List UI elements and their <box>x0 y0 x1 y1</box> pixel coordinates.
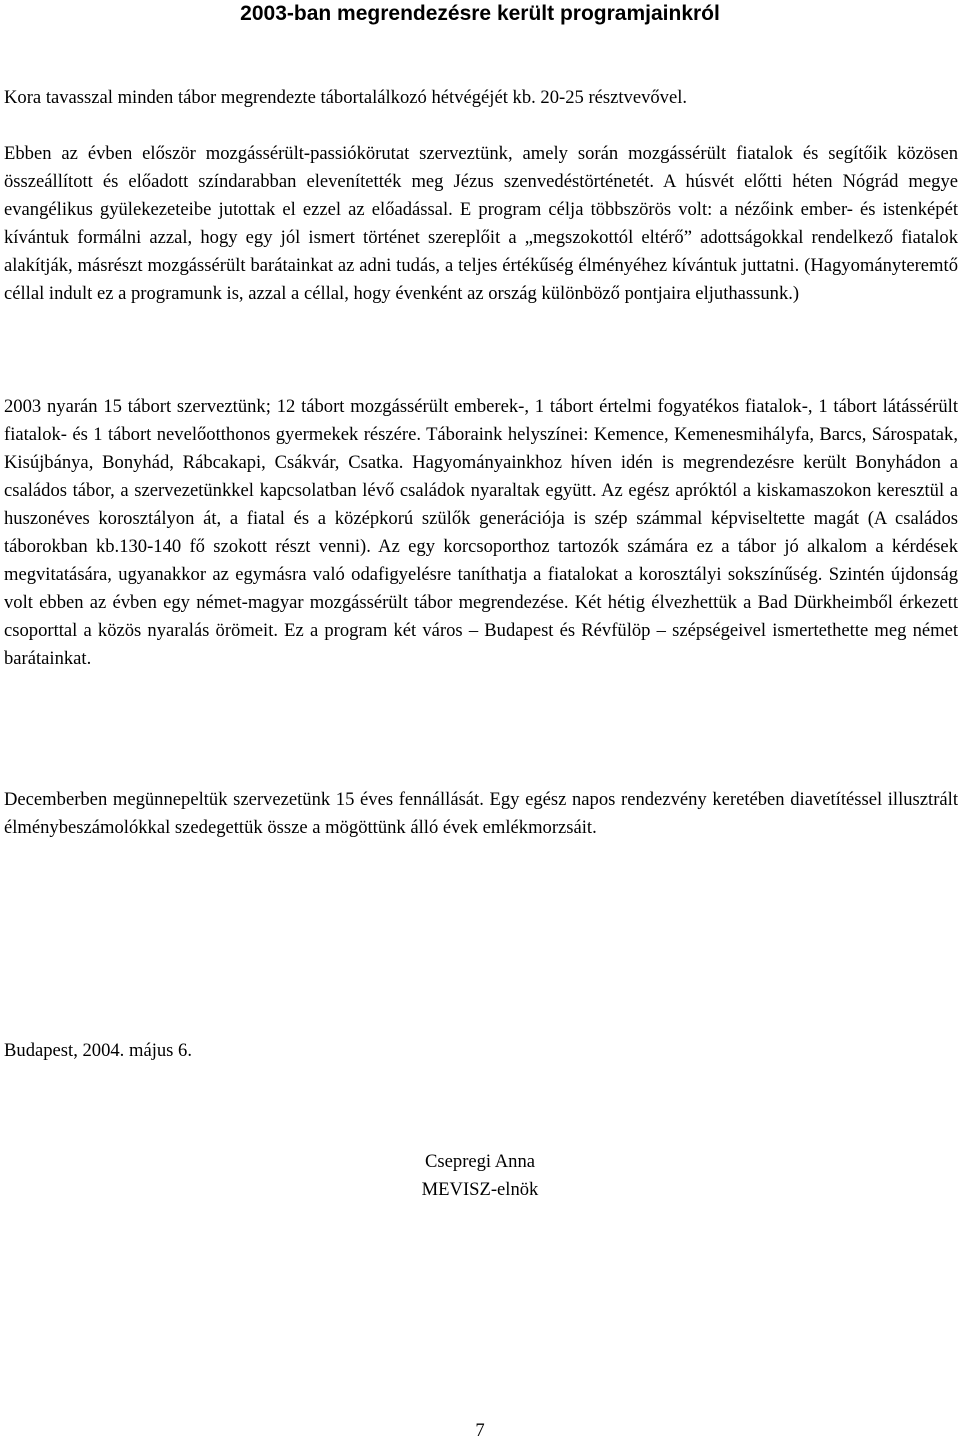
signature-role: MEVISZ-elnök <box>421 1179 539 1200</box>
signature-name: Csepregi Anna <box>425 1151 535 1172</box>
signature-block <box>320 1148 640 1204</box>
date-line: Budapest, 2004. május 6. <box>4 1040 192 1061</box>
paragraph-spring-meetings: Kora tavasszal minden tábor megrendezte tábortalálkozó hétvégéjét kb. 20-25 résztvevővel. <box>4 87 688 108</box>
page-number: 7 <box>475 1420 485 1441</box>
paragraph-anniversary: Decemberben megünnepeltük szervezetünk 15 éves fennállását. Egy egész napos rendezvény keretében diavetítéssel illusztrált élménybeszámolókkal szedegettük össze a mögöttünk álló évek emlékmorzsáit. <box>4 789 958 838</box>
paragraph-passion-tour: Ebben az évben először mozgássérült-passiókörutat szerveztünk, amely során mozgássérült fiatalok és segítőik közösen összeállított és előadott színdarabban elevenítették meg Jézus szenvedéstörténetét. A húsvét előtti héten Nógrád megye evangélikus gyülekezeteibe jutottak el ezzel az előadással. E program célja többszörös volt: a nézőink ember- és istenképét kívántuk formálni azzal, hogy egy jól ismert történet szereplőit a „megszokottól eltérő” adottságokkal rendelkező fiatalok alakítják, másrészt mozgássérült barátainkat az adni tudás, a teljes értékűség élményéhez kívántuk juttatni. (Hagyományteremtő céllal indult ez a programunk is, azzal a céllal, hogy évenként az ország különböző pontjaira eljuthassunk.) <box>4 143 958 304</box>
page-title: 2003-ban megrendezésre került programjainkról <box>240 2 720 25</box>
paragraph-summer-camps: 2003 nyarán 15 tábort szerveztünk; 12 tábort mozgássérült emberek-, 1 tábort értelmi fogyatékos fiatalok-, 1 tábort látássérült fiatalok- és 1 tábort nevelőotthonos gyermekek részére. Táboraink helyszínei: Kemence, Kemenesmihályfa, Barcs, Sárospatak, Kisújbánya, Bonyhád, Rábcakapi, Csákvár, Csatka. Hagyományainkhoz híven idén is megrendezésre került Bonyhádon a családos tábor, a szervezetünkkel kapcsolatban lévő családok nyaraltak együtt. Az egész apróktól a kiskamaszokon keresztül a huszonéves korosztályon át, a fiatal és a középkorú szülők generációja is szép számmal képviseltette magát (A családos táborokban kb.130-140 fő szokott részt venni). Az egy korcsoporthoz tartozók számára ez a tábor jó alkalom a kérdések megvitatására, ugyanakkor az egymásra való odafigyelésre taníthatja a fiatalokat a korosztályi sokszínűség. Szintén újdonság volt ebben az évben egy német-magyar mozgássérült tábor megrendezése. Két hétig élvezhettük a Bad Dürkheimből érkezett csoporttal a közös nyaralás örömeit. Ez a program két város – Budapest és Révfülöp – szépségeivel ismertethette meg német barátainkat. <box>4 396 958 669</box>
